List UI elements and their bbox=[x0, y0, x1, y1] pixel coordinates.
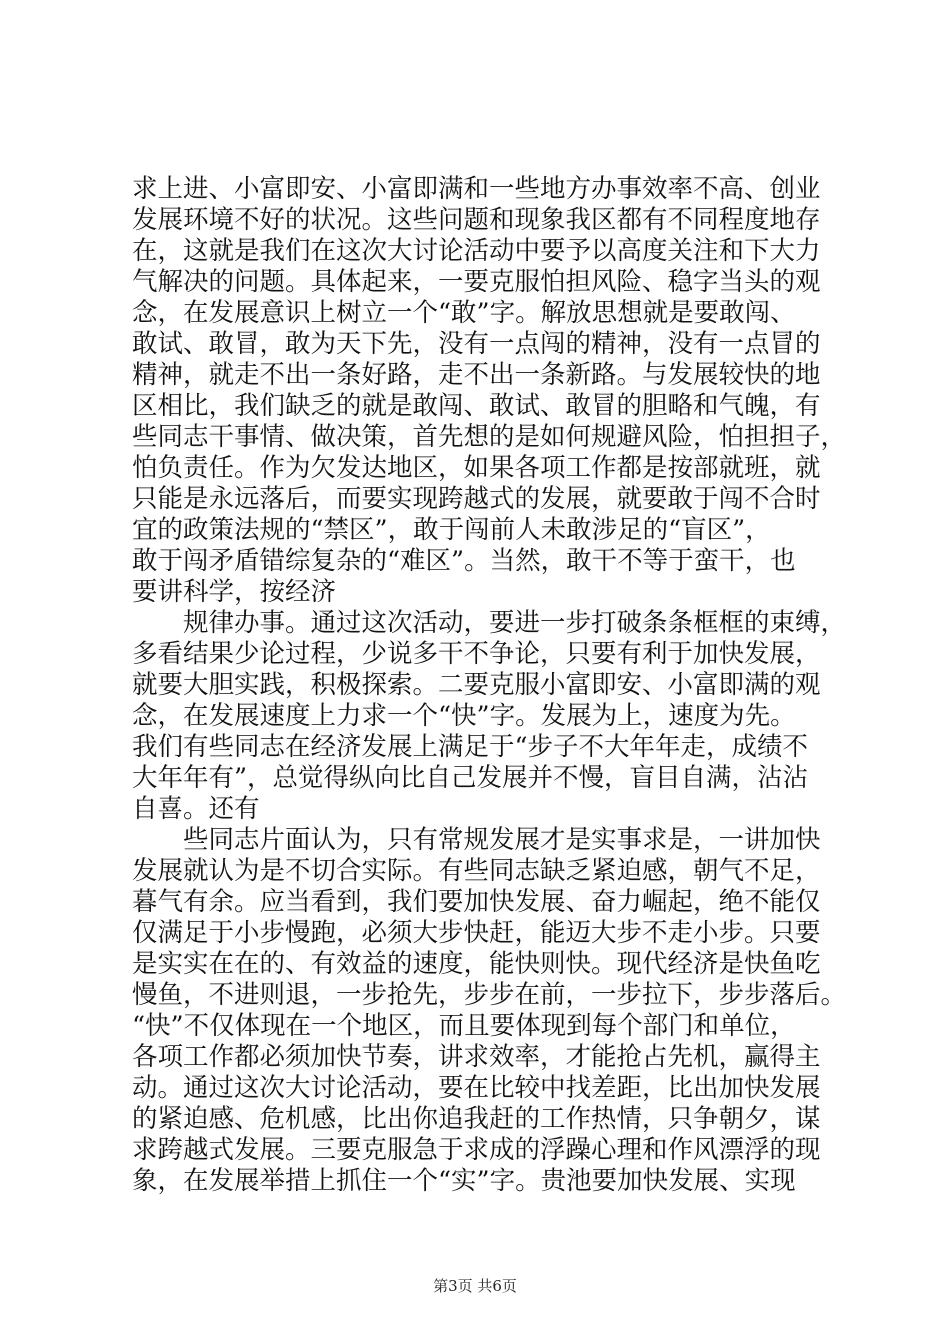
text-line: 敢于闯矛盾错综复杂的“难区”。当然，敢干不等于蛮干，也 bbox=[132, 546, 796, 576]
text-line: 就要大胆实践，积极探索。二要克服小富即安、小富即满的观 bbox=[132, 670, 821, 700]
text-line: 多看结果少论过程，少说多干不争论，只要有利于加快发展， bbox=[132, 639, 821, 669]
text-line: 要讲科学，按经济 bbox=[132, 577, 337, 607]
text-line: 求上进、小富即安、小富即满和一些地方办事效率不高、创业 bbox=[132, 174, 821, 204]
text-line: 念，在发展速度上力求一个“快”字。发展为上，速度为先。 bbox=[132, 701, 796, 731]
text-line: 区相比，我们缺乏的就是敢闯、敢试、敢冒的胆略和气魄，有 bbox=[132, 391, 821, 421]
text-line: 只能是永远落后，而要实现跨越式的发展，就要敢于闯不合时 bbox=[132, 484, 821, 514]
text-line: 念，在发展意识上树立一个“敢”字。解放思想就是要敢闯、 bbox=[132, 298, 796, 328]
text-line: 的紧迫感、危机感，比出你追我赶的工作热情，只争朝夕，谋 bbox=[132, 1104, 821, 1134]
text-line: 发展就认为是不切合实际。有些同志缺乏紧迫感，朝气不足， bbox=[132, 856, 821, 886]
text-line: 暮气有余。应当看到，我们要加快发展、奋力崛起，绝不能仅 bbox=[132, 887, 821, 917]
text-line: 我们有些同志在经济发展上满足于“步子不大年年走，成绩不 bbox=[132, 732, 809, 762]
text-line: 敢试、敢冒，敢为天下先，没有一点闯的精神，没有一点冒的 bbox=[132, 329, 821, 359]
text-line: 大年年有”，总觉得纵向比自己发展并不慢，盲目自满，沾沾 bbox=[132, 763, 809, 793]
text-line: 精神，就走不出一条好路，走不出一条新路。与发展较快的地 bbox=[132, 360, 821, 390]
text-line: 怕负责任。作为欠发达地区，如果各项工作都是按部就班，就 bbox=[132, 453, 821, 483]
paragraph-start-line: 些同志片面认为，只有常规发展才是实事求是，一讲加快 bbox=[183, 825, 821, 855]
text-line: 动。通过这次大讨论活动，要在比较中找差距，比出加快发展 bbox=[132, 1073, 821, 1103]
body-text bbox=[132, 174, 847, 1197]
text-line: “快”不仅体现在一个地区，而且要体现到每个部门和单位， bbox=[132, 1011, 796, 1041]
text-line: 是实实在在的、有效益的速度，能快则快。现代经济是快鱼吃 bbox=[132, 949, 821, 979]
text-line: 发展环境不好的状况。这些问题和现象我区都有不同程度地存 bbox=[132, 205, 821, 235]
paragraph-start-line: 规律办事。通过这次活动，要进一步打破条条框框的束缚， bbox=[183, 608, 847, 638]
text-line: 象，在发展举措上抓住一个“实”字。贵池要加快发展、实现 bbox=[132, 1166, 796, 1196]
text-line: 些同志干事情、做决策，首先想的是如何规避风险，怕担担子， bbox=[132, 422, 847, 452]
text-line: 仅满足于小步慢跑，必须大步快赶，能迈大步不走小步。只要 bbox=[132, 918, 821, 948]
text-line: 慢鱼，不进则退，一步抢先，步步在前，一步拉下，步步落后。 bbox=[132, 980, 847, 1010]
text-line: 气解决的问题。具体起来，一要克服怕担风险、稳字当头的观 bbox=[132, 267, 821, 297]
page-number-footer: 第3页 共6页 bbox=[433, 1277, 517, 1295]
text-line: 自喜。还有 bbox=[132, 794, 260, 824]
text-line: 各项工作都必须加快节奏，讲求效率，才能抢占先机，赢得主 bbox=[132, 1042, 821, 1072]
text-line: 在，这就是我们在这次大讨论活动中要予以高度关注和下大力 bbox=[132, 236, 821, 266]
text-line: 宜的政策法规的“禁区”，敢于闯前人未敢涉足的“盲区”， bbox=[132, 515, 771, 545]
text-line: 求跨越式发展。三要克服急于求成的浮躁心理和作风漂浮的现 bbox=[132, 1135, 821, 1165]
